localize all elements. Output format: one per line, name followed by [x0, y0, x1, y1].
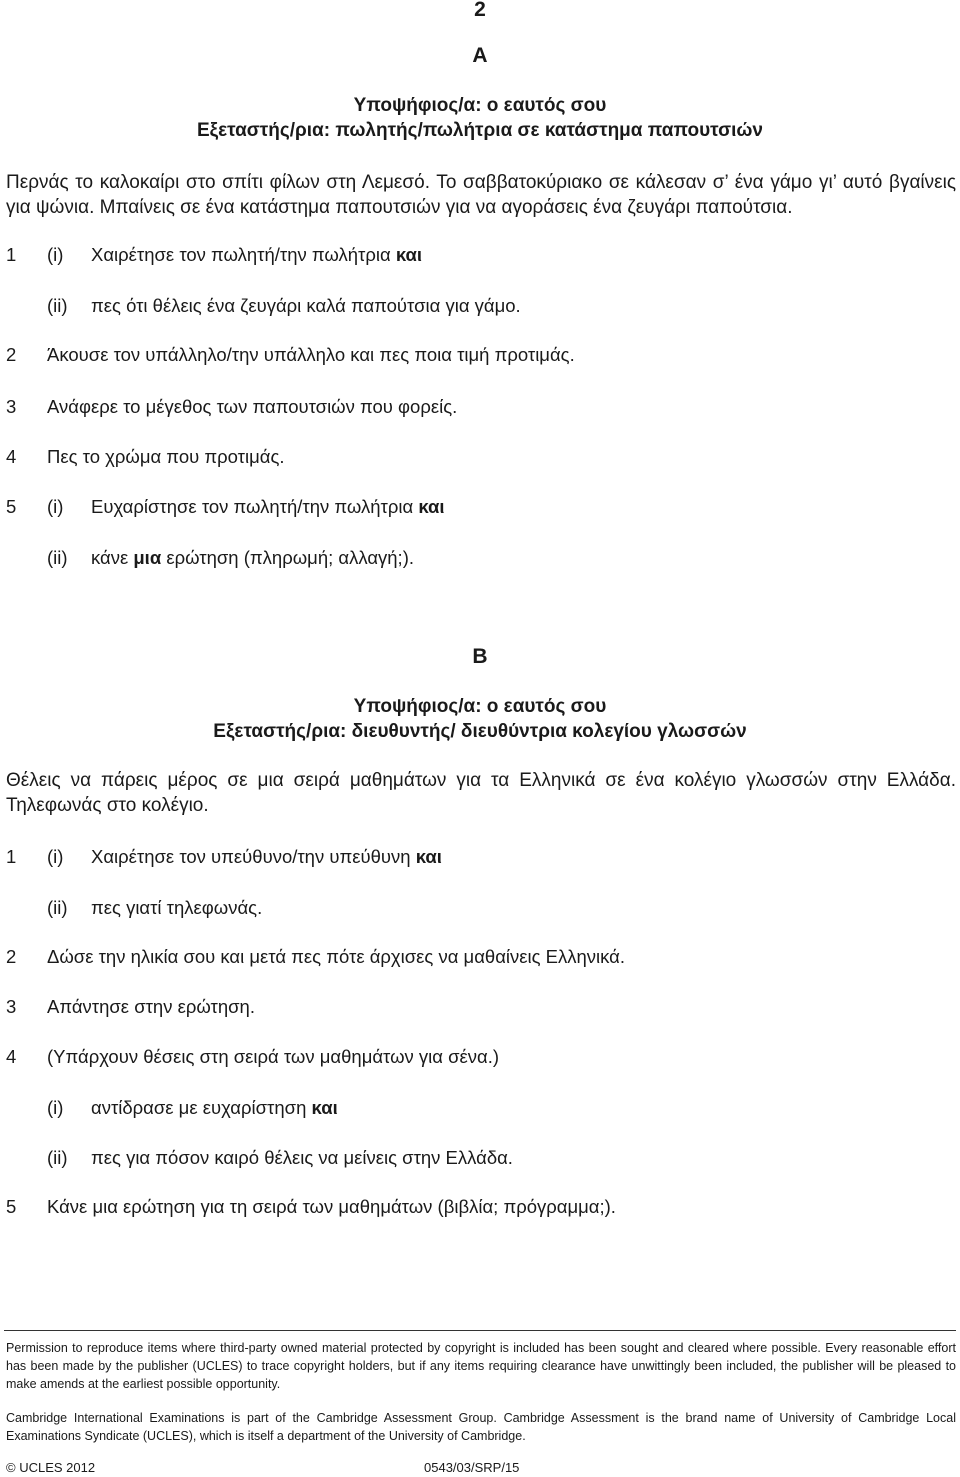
a-q5-ii-text: κάνε μια ερώτηση (πληρωμή; αλλαγή;).: [91, 547, 414, 568]
a-q5-i-text: Ευχαρίστησε τον πωλητή/την πωλήτρια και: [91, 496, 445, 517]
a-q2-number: 2: [6, 344, 17, 365]
section-a-letter: A: [472, 44, 488, 67]
section-a-examiner: Εξεταστής/ρια: πωλητής/πωλήτρια σε κατάστημα παπουτσιών: [196, 120, 763, 141]
page-number: 2: [474, 0, 486, 21]
b-q5-text: Κάνε μια ερώτηση για τη σειρά των μαθημάτων (βιβλία; πρόγραμμα;).: [47, 1196, 616, 1217]
b-q4-i-text: αντίδρασε με ευχαρίστηση και: [91, 1097, 338, 1118]
b-q3-number: 3: [6, 996, 17, 1017]
a-q1-number: 1: [6, 244, 17, 265]
paper-code: 0543/03/SRP/15: [424, 1460, 520, 1475]
a-q1-i-label: (i): [47, 244, 64, 265]
copyright-label: © UCLES 2012: [6, 1460, 96, 1475]
b-q4-number: 4: [6, 1046, 17, 1067]
a-q5-number: 5: [6, 496, 17, 517]
a-q4-text: Πες το χρώμα που προτιμάς.: [47, 446, 285, 467]
b-q4-ii-label: (ii): [47, 1147, 68, 1168]
footer-divider: [4, 1330, 956, 1331]
permission-notice: Permission to reproduce items where third-party owned material protected by copyright is included has been sought and cleared where possible. Every reasonable effort has been made by the publisher (UCLES) to trace copyright holders, but if any items requiring clearance have unwittingly been included, the publisher will be pleased to make amends at the earliest possible opportunity.: [6, 1341, 956, 1391]
b-q1-i-text: Χαιρέτησε τον υπεύθυνο/την υπεύθυνη και: [91, 846, 442, 867]
b-q1-i-label: (i): [47, 846, 64, 867]
b-q3-text: Απάντησε στην ερώτηση.: [47, 996, 255, 1017]
a-q1-i-text: Χαιρέτησε τον πωλητή/την πωλήτρια και: [91, 244, 423, 265]
a-q5-ii-label: (ii): [47, 547, 68, 568]
a-q3-number: 3: [6, 396, 17, 417]
b-q4-ii-text: πες για πόσον καιρό θέλεις να μείνεις στην Ελλάδα.: [91, 1147, 513, 1168]
b-q4-i-label: (i): [47, 1097, 64, 1118]
a-q2-text: Άκουσε τον υπάλληλο/την υπάλληλο και πες ποια τιμή προτιμάς.: [47, 344, 575, 365]
section-b-letter: B: [472, 645, 488, 668]
section-a-intro: Περνάς το καλοκαίρι στο σπίτι φίλων στη Λεμεσό. Το σαββατοκύριακο σε κάλεσαν σ’ ένα γάμο γι’ αυτό βγαίνεις για ψώνια. Μπαίνεις σε ένα κατάστημα παπουτσιών για να αγοράσεις ένα ζευγάρι παπούτσια.: [6, 172, 956, 218]
b-q1-ii-text: πες γιατί τηλεφωνάς.: [91, 897, 263, 918]
b-q1-ii-label: (ii): [47, 897, 68, 918]
cambridge-notice: Cambridge International Examinations is part of the Cambridge Assessment Group. Cambridge Assessment is the brand name of University of Cambridge Local Examinations Syndicate (UCLES), which is itself a department of the University of Cambridge.: [6, 1411, 956, 1443]
b-q2-text: Δώσε την ηλικία σου και μετά πες πότε άρχισες να μαθαίνεις Ελληνικά.: [47, 946, 626, 967]
a-q3-text: Ανάφερε το μέγεθος των παπουτσιών που φορείς.: [47, 396, 458, 417]
a-q4-number: 4: [6, 446, 17, 467]
a-q5-i-label: (i): [47, 496, 64, 517]
b-q5-number: 5: [6, 1196, 17, 1217]
b-q4-text: (Υπάρχουν θέσεις στη σειρά των μαθημάτων για σένα.): [47, 1046, 500, 1067]
a-q1-ii-label: (ii): [47, 295, 68, 316]
section-a-candidate: Υποψήφιος/α: ο εαυτός σου: [353, 95, 607, 116]
section-b-examiner: Εξεταστής/ρια: διευθυντής/ διευθύντρια κολεγίου γλωσσών: [213, 721, 747, 742]
b-q1-number: 1: [6, 846, 17, 867]
a-q1-ii-text: πες ότι θέλεις ένα ζευγάρι καλά παπούτσια για γάμο.: [91, 295, 521, 316]
section-b-candidate: Υποψήφιος/α: ο εαυτός σου: [353, 696, 607, 717]
section-b-intro: Θέλεις να πάρεις μέρος σε μια σειρά μαθημάτων για τα Ελληνικά σε ένα κολέγιο γλωσσών στην Ελλάδα. Τηλεφωνάς στο κολέγιο.: [6, 770, 956, 816]
b-q2-number: 2: [6, 946, 17, 967]
